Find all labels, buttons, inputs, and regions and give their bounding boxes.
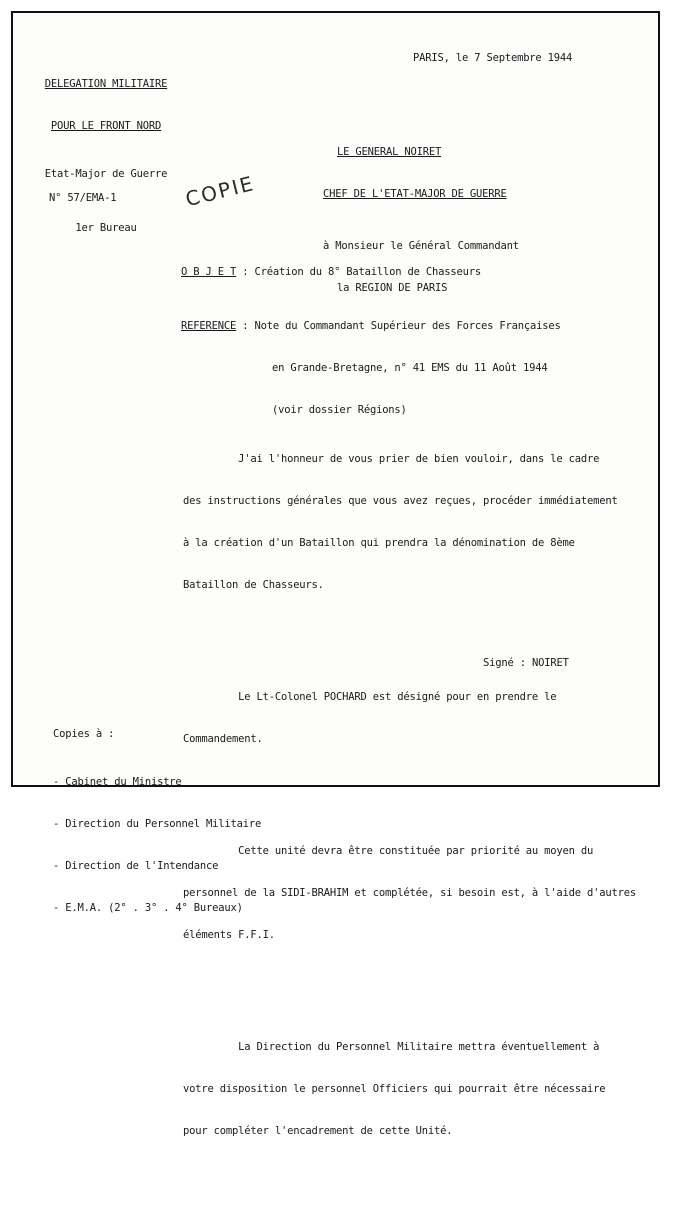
signatory-line-1: LE GENERAL NOIRET	[337, 146, 442, 158]
reference-line-3: (voir dossier Régions)	[272, 404, 407, 416]
body-line: Cette unité devra être constituée par priorité au moyen du	[183, 845, 594, 857]
objet-text: Création du 8° Bataillon de Chasseurs	[254, 266, 481, 278]
reference-line-1: Note du Commandant Supérieur des Forces Françaises	[254, 320, 561, 332]
body-line: J'ai l'honneur de vous prier de bien vouloir, dans le cadre	[183, 453, 600, 465]
body-line: Le Lt-Colonel POCHARD est désigné pour en prendre le	[183, 691, 557, 703]
body-line: La Direction du Personnel Militaire mettra éventuellement à	[183, 1041, 600, 1053]
body-line: des instructions générales que vous avez reçues, procéder immédiatement	[183, 495, 618, 507]
sender-line-1: DELEGATION MILITAIRE	[44, 78, 168, 90]
copies-label: Copies à :	[53, 728, 115, 740]
copies-item: - Direction du Personnel Militaire	[53, 818, 262, 830]
body-line: Bataillon de Chasseurs.	[183, 579, 324, 591]
copies-item: - E.M.A. (2° . 3° . 4° Bureaux)	[53, 902, 243, 914]
body-paragraph	[183, 1012, 636, 1166]
body-line: votre disposition le personnel Officiers qui pourrait être nécessaire	[183, 1083, 606, 1095]
body-line: Commandement.	[183, 733, 263, 745]
body-line: personnel de la SIDI-BRAHIM et complétée, si besoin est, à l'aide d'autres	[183, 887, 636, 899]
copie-stamp: COPIE	[183, 170, 258, 212]
letter-date: PARIS, le 7 Septembre 1944	[413, 52, 573, 64]
copies-block	[53, 699, 261, 943]
body-line: pour compléter l'encadrement de cette Unité.	[183, 1125, 453, 1137]
objet-label: O B J E T	[181, 266, 237, 278]
copies-item: - Cabinet du Ministre	[53, 776, 182, 788]
document-page	[11, 11, 660, 1137]
objet-separator: :	[236, 266, 255, 278]
signature-line: Signé : NOIRET	[483, 657, 569, 669]
sender-line-2: POUR LE FRONT NORD	[50, 120, 162, 132]
reference-number: N° 57/EMA-1	[49, 192, 117, 204]
sender-block	[31, 49, 181, 263]
sender-line-4: 1er Bureau	[75, 222, 137, 234]
body-paragraph	[183, 424, 636, 620]
addressee-line-2: la REGION DE PARIS	[337, 282, 448, 294]
copies-item: - Direction de l'Intendance	[53, 860, 219, 872]
body-line: à la création d'un Bataillon qui prendra la dénomination de 8ème	[183, 537, 575, 549]
signatory-line-2: CHEF DE L'ETAT-MAJOR DE GUERRE	[323, 188, 507, 200]
reference-line-2: en Grande-Bretagne, n° 41 EMS du 11 Août 1944	[272, 362, 548, 374]
reference-label: REFERENCE	[181, 320, 237, 332]
sender-line-3: Etat-Major de Guerre	[44, 168, 168, 180]
addressee-line-1: à Monsieur le Général Commandant	[323, 240, 519, 252]
objet-line	[181, 265, 481, 279]
body-line: éléments F.F.I.	[183, 929, 275, 941]
reference-separator: :	[236, 320, 255, 332]
